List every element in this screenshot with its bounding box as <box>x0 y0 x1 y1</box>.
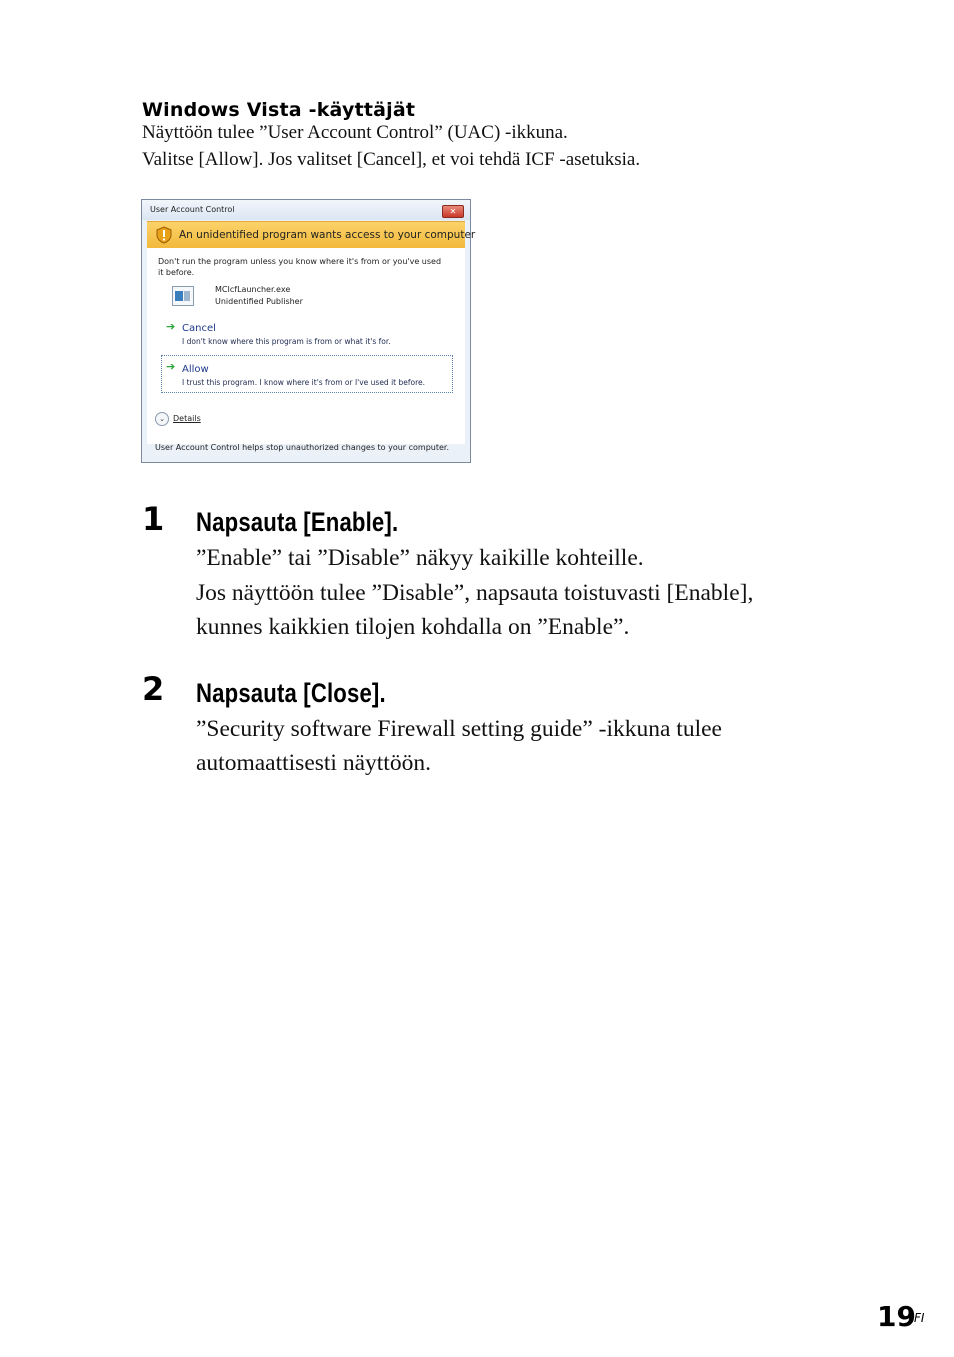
step-number: 2 <box>142 670 165 708</box>
cancel-description: I don't know where this program is from or what it's for. <box>182 337 391 346</box>
page-number: 19 <box>877 1300 916 1333</box>
step-text: automaattisesti näyttöön. <box>196 750 431 776</box>
program-icon <box>172 286 194 306</box>
intro-line: Näyttöön tulee ”User Account Control” (UAC) -ikkuna. <box>142 122 568 143</box>
details-link[interactable]: Details <box>173 414 201 423</box>
banner-text: An unidentified program wants access to your computer <box>179 229 476 241</box>
cancel-button[interactable]: Cancel <box>182 323 216 334</box>
allow-label[interactable]: Allow <box>182 364 209 375</box>
uac-dialog <box>141 199 476 463</box>
dialog-title: User Account Control <box>150 205 235 214</box>
page-language-code: FI <box>914 1311 925 1325</box>
dialog-titlebar <box>142 200 470 220</box>
step-number: 1 <box>142 500 165 538</box>
arrow-right-icon: ➔ <box>166 320 176 333</box>
program-name: MCIcfLauncher.exe <box>215 285 291 294</box>
step-title: Napsauta [Close]. <box>196 678 386 708</box>
arrow-right-icon: ➔ <box>166 360 176 373</box>
shield-icon <box>156 226 172 244</box>
chevron-down-icon[interactable]: ⌄ <box>155 412 169 426</box>
step-title: Napsauta [Enable]. <box>196 507 399 537</box>
warning-text: Don't run the program unless you know where it's from or you've used it before. <box>158 257 442 277</box>
dialog-body <box>147 248 465 444</box>
allow-description: I trust this program. I know where it's from or I've used it before. <box>182 378 426 387</box>
step-text: kunnes kaikkien tilojen kohdalla on ”Enable”. <box>196 614 630 640</box>
close-icon[interactable]: ✕ <box>442 205 464 218</box>
program-publisher: Unidentified Publisher <box>215 297 303 306</box>
dialog-footer: User Account Control helps stop unauthorized changes to your computer. <box>155 443 450 452</box>
step-text: ”Security software Firewall setting guide” -ikkuna tulee <box>196 716 722 742</box>
step-text: Jos näyttöön tulee ”Disable”, napsauta toistuvasti [Enable], <box>196 580 754 606</box>
section-heading: Windows Vista -käyttäjät <box>142 99 416 121</box>
warning-banner <box>147 221 476 248</box>
step-text: ”Enable” tai ”Disable” näkyy kaikille kohteille. <box>196 545 644 571</box>
intro-line: Valitse [Allow]. Jos valitset [Cancel], et voi tehdä ICF -asetuksia. <box>142 149 641 170</box>
